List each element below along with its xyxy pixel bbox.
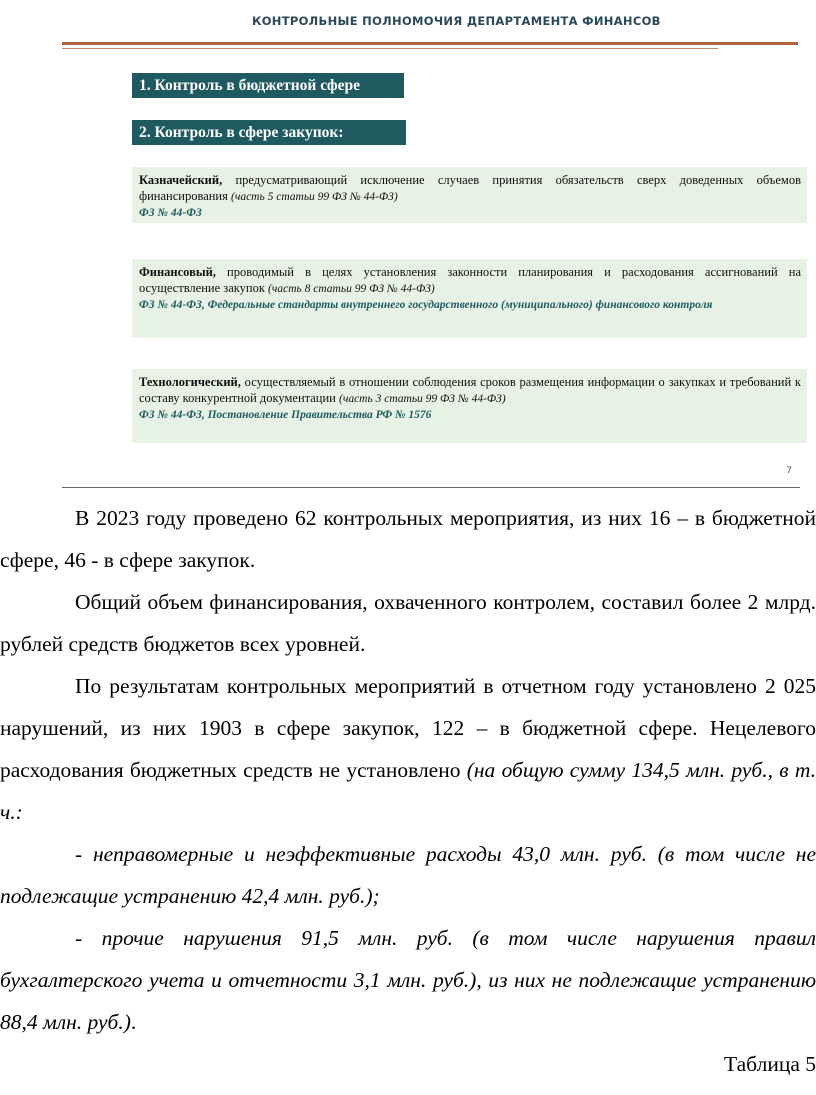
control-kind: Казначейский, (139, 173, 223, 187)
control-description: предусматривающий исключение случаев принятия обязательств сверх доведенных объемов финансирования (139, 173, 801, 203)
control-kind: Финансовый, (139, 265, 216, 279)
document-body (0, 497, 816, 1085)
other-violations-end: . (130, 1010, 137, 1034)
control-reference: (часть 3 статьи 99 ФЗ № 44-ФЗ) (339, 392, 506, 405)
control-kind: Технологический, (139, 375, 241, 389)
control-reference: (часть 5 статьи 99 ФЗ № 44-ФЗ) (231, 190, 398, 203)
slide-title: КОНТРОЛЬНЫЕ ПОЛНОМОЧИЯ ДЕПАРТАМЕНТА ФИНАНСОВ (252, 14, 661, 28)
slide-image (62, 0, 800, 488)
paragraph-events-count: В 2023 году проведено 62 контрольных мероприятия, из них 16 – в бюджетной сфере, 46 - в сфере закупок. (0, 506, 816, 572)
control-description: осуществляемый в отношении соблюдения сроков размещения информации о закупках и требований к составу конкурентной документации (139, 375, 801, 405)
control-description: проводимый в целях установления законности планирования и расходования ассигнований на осуществление закупок (139, 265, 801, 295)
control-law: ФЗ № 44-ФЗ, Федеральные стандарты внутреннего государственного (муниципального) финансового контроля (139, 299, 713, 311)
violations-total: (на общую сумму 134,5 млн. руб., в т. ч.: (0, 758, 816, 824)
paragraph-unlawful-expenses: - неправомерные и неэффективные расходы 43,0 млн. руб. (в том числе не подлежащие устранению 42,4 млн. руб.); (0, 842, 816, 908)
paragraph-financing-volume: Общий объем финансирования, охваченного контролем, составил более 2 млрд. рублей средств бюджетов всех уровней. (0, 590, 816, 656)
section-budget-control: 1. Контроль в бюджетной сфере (132, 73, 404, 98)
control-law: ФЗ № 44-ФЗ (139, 207, 202, 219)
control-box-technological (132, 369, 807, 443)
paragraph-other-violations (0, 917, 816, 1043)
control-reference: (часть 8 статьи 99 ФЗ № 44-ФЗ) (268, 282, 435, 295)
slide-bottom-rule (62, 487, 800, 488)
paragraph-violations (0, 665, 816, 833)
control-box-treasury (132, 167, 807, 223)
control-law: ФЗ № 44-ФЗ, Постановление Правительства РФ № 1576 (139, 409, 432, 421)
title-rule-thin (62, 48, 718, 49)
slide-page-number: 7 (786, 466, 792, 476)
violations-text: По результатам контрольных мероприятий в отчетном году установлено 2 025 нарушений, из них 1903 в сфере закупок, 122 – в бюджетной сфере. Нецелевого расходования бюджетных средств не установлено (0, 674, 816, 782)
title-rule-thick (62, 42, 798, 45)
control-box-financial (132, 259, 807, 338)
other-violations-text: - прочие нарушения 91,5 млн. руб. (в том числе нарушения правил бухгалтерского учета и отчетности 3,1 млн. руб.), из них не подлежащие устранению 88,4 млн. руб.) (0, 926, 816, 1034)
table-caption: Таблица 5 (724, 1052, 816, 1076)
section-procurement-control: 2. Контроль в сфере закупок: (132, 120, 406, 145)
